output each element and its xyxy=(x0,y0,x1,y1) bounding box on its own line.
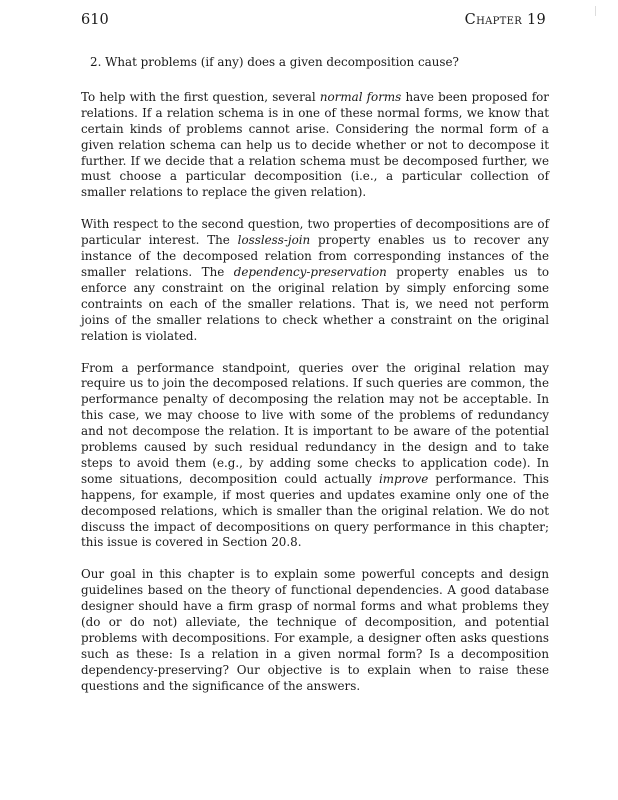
page-number: 610 xyxy=(81,12,109,28)
emphasis-improve: improve xyxy=(378,471,429,486)
list-item-text: What problems (if any) does a given decomposition cause? xyxy=(105,55,459,69)
text-run: property enables us to enforce any constraint on the original relation by simply enforcing some contraints on each of the smaller relations. That is, we need not perform joins of the smaller relations to check whether a constraint on the original relation is violated. xyxy=(81,264,550,343)
running-header xyxy=(81,12,546,34)
list-item-number: 2. xyxy=(90,55,102,69)
emphasis-lossless-join: lossless-join xyxy=(237,233,311,248)
text-run: performance. This happens, for example, if most queries and updates examine only one of the decomposed relations, which is smaller than the original relation. We do not discuss the impact of decompositions on query performance in this chapter; this issue is covered in Section 20.8. xyxy=(81,471,549,550)
text-run: property enables us to recover any instance of the decomposed relation from corresponding instances of the smaller relations. The xyxy=(81,233,549,279)
text-run: have been proposed for relations. If a relation schema is in one of these normal forms, we know that certain kinds of problems cannot arise. Considering the normal form of a given relation schema can help us to decide whether or not to decompose it further. If we decide that a relation schema must be decomposed further, we must choose a particular decomposition (i.e., a particular collection of smaller relations to replace the given relation). xyxy=(81,89,549,200)
text-run: From a performance standpoint, queries over the original relation may require us to join the decomposed relations. If such queries are common, the performance penalty of decomposing the relation may not be acceptable. In this case, we may choose to live with some of the problems of redundancy and not decompose the relation. It is important to be aware of the potential problems caused by such residual redundancy in the design and to take steps to avoid them (e.g., by adding some checks to application code). In some situations, decomposition could actually xyxy=(81,360,549,486)
list-item xyxy=(90,55,549,71)
paragraph-chapter-goal: Our goal in this chapter is to explain some powerful concepts and design guidelines based on the theory of functional dependencies. A good database designer should have a firm grasp of normal forms and what problems they (do or do not) alleviate, the technique of decomposition, and potential problems with decompositions. For example, a designer often asks questions such as these: Is a relation in a given normal form? Is a decomposition dependency-preserving? Our objective is to explain when to raise these questions and the significance of the answers. xyxy=(81,567,549,693)
text-run: With respect to the second question, two properties of decompositions are of particular interest. The xyxy=(81,217,549,248)
paragraph-performance xyxy=(81,361,549,552)
body-text xyxy=(81,55,549,695)
emphasis-dependency-preservation: dependency-preservation xyxy=(233,264,387,279)
scan-artifact xyxy=(595,6,596,16)
paragraph-normal-forms xyxy=(81,90,549,201)
emphasis-normal-forms: normal forms xyxy=(319,89,402,104)
paragraph-decomposition-properties xyxy=(81,217,549,344)
chapter-label: Chapter 19 xyxy=(464,12,546,28)
text-run: To help with the first question, several xyxy=(81,89,320,104)
